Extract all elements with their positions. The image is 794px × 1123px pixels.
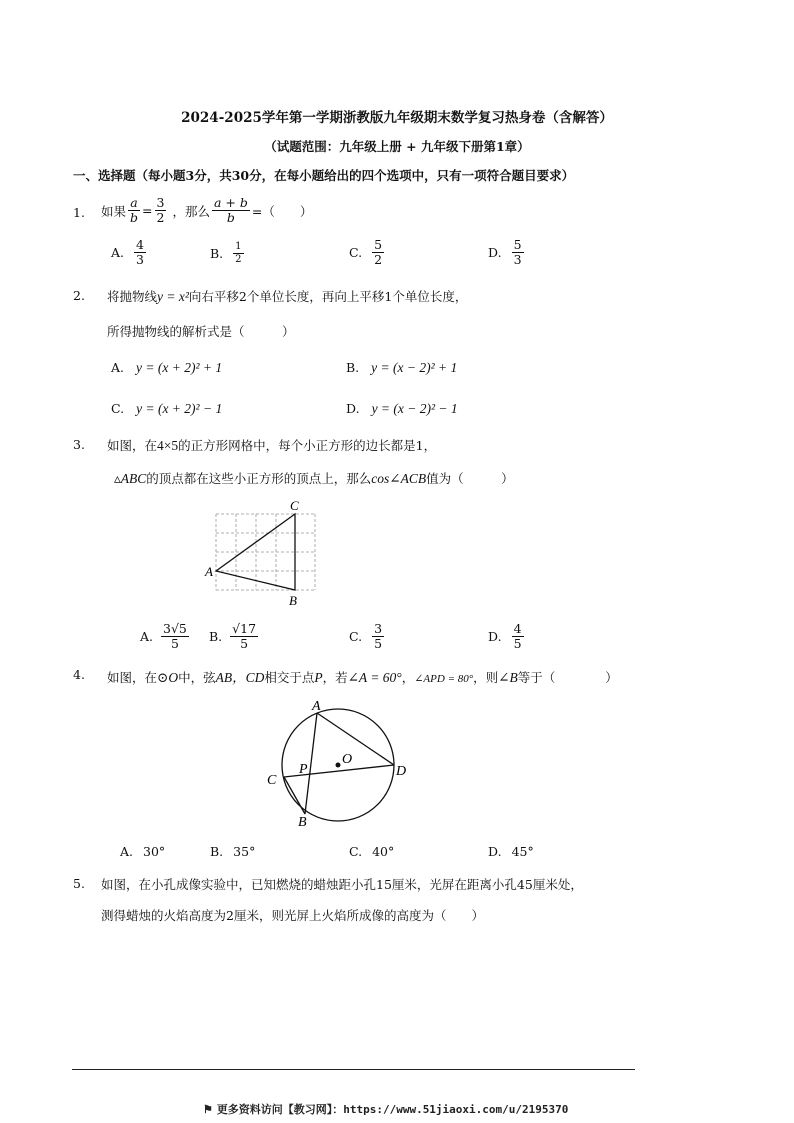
footer-text: 更多资料访问【教习网】： xyxy=(216,1103,344,1116)
q4-option-b: B. 35° xyxy=(210,844,256,859)
q3-line2: ▵ABC的顶点都在这些小正方形的顶点上，那么cos∠ACB值为（ ） xyxy=(114,471,514,486)
q3-option-b: B. $\frac{√17}{5}$ xyxy=(209,621,257,652)
q1-fraction-32: $\frac{3}{2}$ xyxy=(156,195,165,226)
q4-angle-b: ∠B xyxy=(498,670,518,685)
q3-option-d: D. $\frac{4}{5}$ xyxy=(488,621,522,652)
q1-option-b: B. $\frac{1}{2}$ xyxy=(210,241,242,265)
q1-prefix: 如果 xyxy=(101,203,127,219)
q4-label-d: D xyxy=(396,764,407,779)
q3-grid-size: 4×5 xyxy=(157,438,179,453)
q2-line2: 所得抛物线的解析式是（ ） xyxy=(107,324,295,339)
q1-mid: ，那么 xyxy=(172,203,210,219)
q3-label-a: A xyxy=(205,564,213,579)
q1-option-a: A. $\frac{4}{3}$ xyxy=(111,237,144,268)
footer-promo xyxy=(203,1101,568,1117)
q4-angle-a: ∠A = 60° xyxy=(347,670,402,685)
q4-segment-ad xyxy=(317,713,394,765)
footer-link[interactable]: https://www.51jiaoxi.com/u/2195370 xyxy=(343,1103,569,1116)
q1-number: 1. xyxy=(73,205,85,220)
q1-fraction-ab: $\frac{a}{b}$ xyxy=(130,195,139,226)
q3-option-c: C. $\frac{3}{5}$ xyxy=(349,621,383,652)
q3-grid-figure xyxy=(200,497,330,612)
page-title: 2024-2025学年第一学期浙教版九年级期末数学复习热身卷（含解答） xyxy=(181,110,613,126)
q4-circle-figure xyxy=(260,694,420,830)
q1-option-d: D. $\frac{5}{3}$ xyxy=(488,237,522,268)
footer-divider xyxy=(72,1069,635,1070)
q2-option-a: A. y = (x + 2)² + 1 xyxy=(111,360,223,375)
q4-label-b: B xyxy=(298,815,307,830)
q3-triangle: ▵ABC xyxy=(114,471,147,486)
q1-stem xyxy=(101,196,312,226)
q2-option-b: B. y = (x − 2)² + 1 xyxy=(346,360,458,375)
q4-angle-apd: ∠APD = 80° xyxy=(414,673,474,685)
q4-circle-o: ⊙O xyxy=(157,670,179,685)
q2-parabola-expr: y = x² xyxy=(157,289,189,304)
q1-option-c: C. $\frac{5}{2}$ xyxy=(349,237,383,268)
q4-option-c: C. 40° xyxy=(349,844,395,859)
q3-option-a: A. $\frac{3√5}{5}$ xyxy=(140,621,187,652)
q4-chords: AB，CD xyxy=(215,670,265,685)
q4-label-a: A xyxy=(312,699,321,714)
page-subtitle: （试题范围：九年级上册 + 九年级下册第1章） xyxy=(264,139,530,154)
q4-option-a: A. 30° xyxy=(120,844,166,859)
q5-line1: 如图，在小孔成像实验中，已知燃烧的蜡烛距小孔15厘米，光屏在距离小孔45厘米处， xyxy=(101,877,583,892)
q2-number: 2. xyxy=(73,288,85,303)
q3-label-c: C xyxy=(290,498,299,513)
q4-option-d: D. 45° xyxy=(488,844,534,859)
q1-equals: = xyxy=(142,203,153,219)
q1-tail: =（ ） xyxy=(251,203,313,219)
q3-number: 3. xyxy=(73,437,85,452)
section-heading: 一、选择题（每小题3分，共30分，在每小题给出的四个选项中，只有一项符合题目要求） xyxy=(73,168,575,183)
q5-line2: 测得蜡烛的火焰高度为2厘米，则光屏上火焰所成像的高度为（ ） xyxy=(101,908,484,923)
q4-segment-cb xyxy=(284,777,305,814)
q4-number: 4. xyxy=(73,667,85,682)
q3-label-b: B xyxy=(289,593,297,608)
q3-line1: 如图，在4×5的正方形网格中，每个小正方形的边长都是1， xyxy=(107,438,437,453)
q2-option-c: C. y = (x + 2)² − 1 xyxy=(111,401,223,416)
flag-icon: ⚑ xyxy=(203,1103,213,1116)
q2-line1: 将抛物线y = x²向右平移2个单位长度，再向上平移1个单位长度， xyxy=(107,289,468,304)
q3-grid-lines xyxy=(216,514,315,590)
q3-cos-expr: cos∠ACB xyxy=(371,471,427,486)
q4-label-p: P xyxy=(299,762,308,777)
q4-label-o: O xyxy=(342,752,353,767)
q5-number: 5. xyxy=(73,876,85,891)
q4-center-dot xyxy=(336,763,341,768)
q2-option-d: D. y = (x − 2)² − 1 xyxy=(346,401,458,416)
q4-label-c: C xyxy=(267,773,277,788)
q1-fraction-apb: $\frac{a + b}{b}$ xyxy=(213,195,248,226)
q4-line1: 如图，在⊙O中，弦AB，CD相交于点P，若∠A = 60°，∠APD = 80°，则∠B等于（ ） xyxy=(107,670,618,685)
